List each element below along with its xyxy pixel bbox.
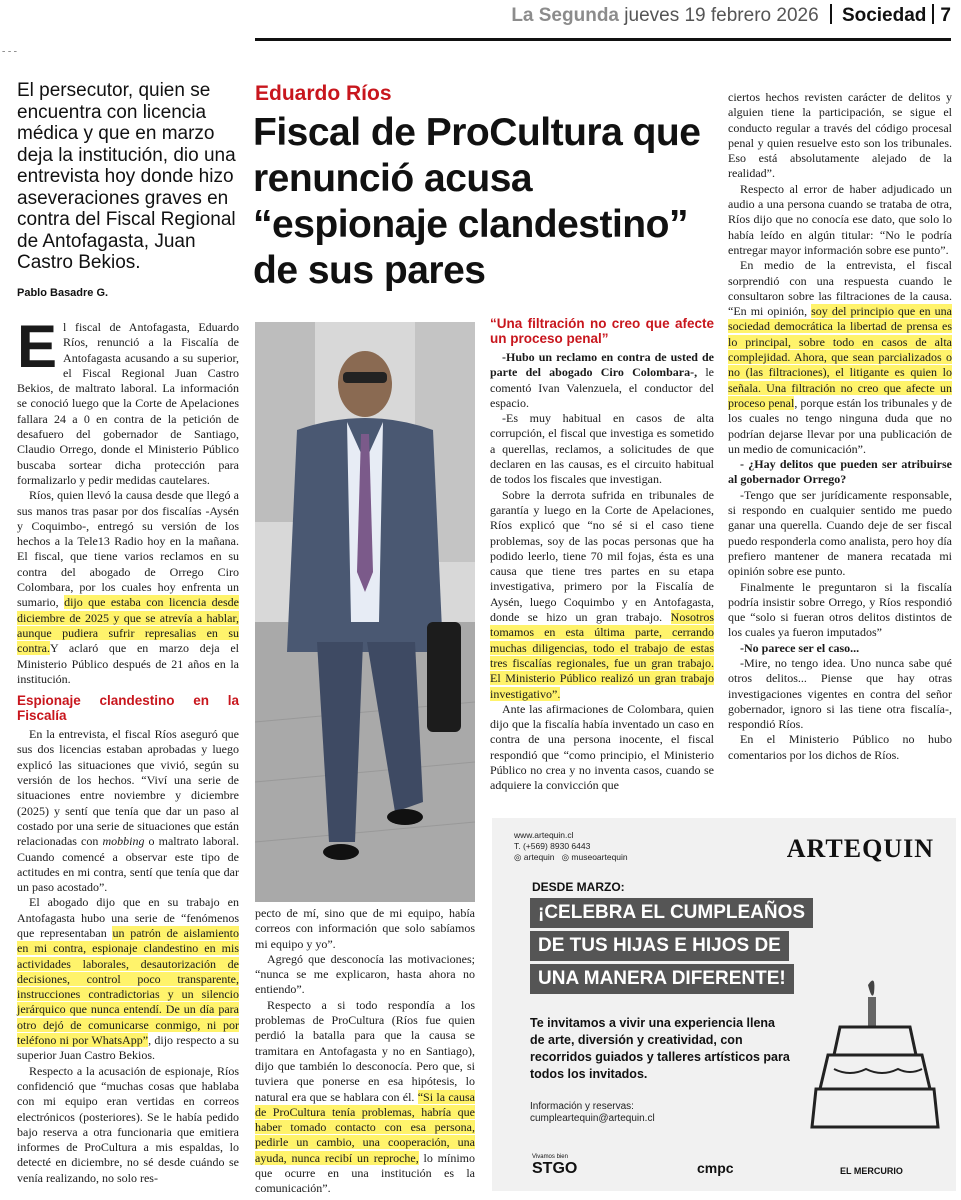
headline: Fiscal de ProCultura que renunció acusa “espionaje clandestino” de sus pares bbox=[253, 111, 701, 292]
ad-email[interactable]: cumpleartequin@artequin.cl bbox=[530, 1113, 655, 1124]
header-divider bbox=[932, 4, 934, 24]
highlighted-text: soy del principio que en una sociedad democrática la libertad de prensa es lo principal, sobre todo en casos de alta complejidad. Ahora, que sean parcializados o no (las filtraciones), el litigante es quien lo señala. Una filtración no creo que afecte un proceso penal bbox=[728, 304, 952, 410]
paragraph-text: l fiscal de Antofagasta, Eduardo Ríos, renunció a la Fiscalía de Antofagasta acusando a su superior, el Fiscal Regional Juan Castro Bekios, de maltrato laboral. La información se conoció luego que la Corte de Apelaciones fallara 24 a 0 en contra de la petición de desafuero del gobernador de Santiago, Claudio Orrego, donde el Ministerio Público buscaba sortear dicha protección para formalizarlo y pedir medidas cautelares. bbox=[17, 320, 239, 487]
article-photo bbox=[255, 322, 475, 902]
article-paragraph: pecto de mí, sino que de mi equipo, había correos con información que solo sabíamos mi equipo y yo”. bbox=[255, 906, 475, 951]
article-paragraph: -Tengo que ser jurídicamente responsable, si respondo en cualquier sentido me puedo ganar una querella. Cuando deje de ser fiscal puedo responderla como analista, pero hoy día prefiero mantener de manera recatada mi opinión sobre ese punto. bbox=[728, 487, 952, 579]
page-header bbox=[0, 0, 961, 36]
paragraph-text: lo mínimo que ocurre en una institución es la comunicación”. bbox=[255, 1150, 475, 1196]
ad-logo: ARTEQUIN bbox=[786, 834, 934, 863]
ad-headline-line: ¡CELEBRA EL CUMPLEAÑOS bbox=[530, 898, 813, 928]
article-paragraph bbox=[255, 998, 475, 1197]
article-paragraph: Respecto al error de haber adjudicado un audio a una persona cuando se trataba de otra, Ríos dijo que no conocía ese dato, que solo lo había leído en algún titular: “No le podría entregar mayor información sobre ese punto”. bbox=[728, 181, 952, 257]
article-column-2 bbox=[255, 906, 475, 1197]
paragraph-text: Y aclaró que en marzo deja el Ministerio Público después de 21 años en la institución. bbox=[17, 641, 239, 686]
ad-social-handle: museoartequin bbox=[571, 852, 628, 862]
publication-date: jueves 19 febrero 2026 bbox=[624, 5, 819, 26]
article-paragraph: Agregó que desconocía las motivaciones; “nunca se me explicaron, hasta ahora no entiendo”. bbox=[255, 951, 475, 997]
ad-headline-line: DE TUS HIJAS E HIJOS DE bbox=[530, 931, 789, 961]
paragraph-text: , dijo respecto a su superior Juan Castro Bekios. bbox=[17, 1033, 239, 1063]
kicker: Eduardo Ríos bbox=[255, 82, 392, 105]
ad-website[interactable]: www.artequin.cl bbox=[514, 830, 574, 840]
section-name: Sociedad bbox=[841, 5, 927, 26]
article-paragraph bbox=[490, 488, 714, 702]
ad-info bbox=[530, 1101, 655, 1125]
ad-body: Te invitamos a vivir una experiencia llena de arte, diversión y creatividad, con recorridos guiados y talleres artísticos para todos los invitados. bbox=[530, 1016, 790, 1081]
article-paragraph bbox=[17, 895, 239, 1063]
question-text: -Hubo un reclamo en contra de usted de parte del abogado Ciro Colombara-, bbox=[490, 350, 714, 380]
paragraph-text: , porque están los tribunales y de los cuales no tengo ninguna duda que no podrían dejarse llevar por una publicación de un medio de comunicación”. bbox=[728, 395, 952, 456]
paragraph-text: Ríos, quien llevó la causa desde que llegó a sus manos tras pasar por dos fiscalías -Aysén y Coquimbo-, entregó su versión de los hechos a la Tele13 Radio hoy en la mañana. El fiscal, que tiene varios reclamos en su contra del abogado de Orrego Ciro Colombara, por los cuales hoy enfrenta un sumario, bbox=[17, 488, 239, 610]
paragraph-text: Respecto a si todo respondía a los problemas de ProCultura (Ríos fue quien perdió la batalla para que la causa se tramitara en Antofagasta y no en Santiago), dijo que también lo desconocía. Pero que, si tuviera que ponerse en esa hipótesis, lo natural era que se hablara con él. bbox=[255, 997, 475, 1104]
paragraph-text: le comentó Ivan Valenzuela, el conductor del espacio. bbox=[490, 365, 714, 410]
article-paragraph: Finalmente le preguntaron si la fiscalía podría insistir sobre Orrego, y Ríos respondió que “solo si fueran otros delitos distintos de los cuales ya fueron imputados” bbox=[728, 579, 952, 640]
margin-dashes: - - - bbox=[2, 46, 17, 57]
article-paragraph: Ante las afirmaciones de Colombara, quien dijo que la fiscalía había inventado un caso en contra de una persona inocente, el fiscal respondió que “como principio, el Ministerio Público no crea y no inventa casos, cuando se adquiere la convicción que bbox=[490, 701, 714, 793]
paragraph-text: o maltrato laboral. Cuando comencé a observar este tipo de actitudes en mi contra, sentí que tenía que dar un paso acostado”. bbox=[17, 834, 239, 895]
photo-illustration bbox=[255, 322, 475, 902]
highlighted-text: un patrón de aislamiento en mi contra, espionaje clandestino en mis actividades laborales, desautorización de decisiones, control poco transparente, instrucciones contradictorias y un silencio jerárquico que nunca entendí. De un día para otro dejó de comunicarse conmigo, ni por teléfono ni por WhatsApp” bbox=[17, 925, 239, 1048]
sponsor-cmpc: cmpc bbox=[697, 1160, 734, 1176]
article-paragraph bbox=[17, 488, 239, 687]
drop-cap: E bbox=[17, 313, 58, 380]
sponsor-name: STGO bbox=[532, 1160, 578, 1177]
header-text bbox=[511, 4, 951, 27]
article-column-4 bbox=[728, 90, 952, 763]
ad-info-label: Información y reservas: bbox=[530, 1101, 634, 1112]
highlighted-text: Nosotros tomamos en esta última parte, cerrando muchas diligencias, todo el trabajo de estas tres fiscalías regionales, fue un gran trabajo. El Ministerio Público realizó un gran trabajo investigativo”. bbox=[490, 610, 714, 701]
emphasis-text: mobbing bbox=[102, 834, 145, 849]
article-paragraph: -Es muy habitual en casos de alta corrupción, el fiscal que investiga es sometido a querellas, reclamos, a solicitudes de que declaren en las causas, es el circuito habitual de todos los fiscales que investigan. bbox=[490, 411, 714, 487]
interview-question: - ¿Hay delitos que pueden ser atribuirse al gobernador Orrego? bbox=[728, 457, 952, 487]
paragraph-text: Sobre la derrota sufrida en tribunales de garantía y luego en la Corte de Apelaciones, Ríos explicó que “no sé si el caso tiene problemas, soy de las pocas personas que ha podido leerlo, tiene 70 mil fojas, ésta es una causa que tiene tres partes en su etapa investigativa, primero por la Fiscalía de Aysén, luego Coquimbo y en Antofagasta, donde se hizo un gran trabajo. bbox=[490, 487, 714, 625]
sponsor-mercurio: EL MERCURIO bbox=[840, 1166, 903, 1176]
paragraph-text: En la entrevista, el fiscal Ríos aseguró que sus dos licencias estaban aprobadas y luego explicó las situaciones que vivió, según su versión de los hechos. “Viví una serie de situaciones entre noviembre y diciembre (2025) y sentí que tenía que dar un paso al costado por una serie de situaciones que están relacionadas con bbox=[17, 727, 239, 849]
highlighted-text: “Si la causa de ProCultura tenía problemas, habría que haber tomado contacto con esa persona, pedirle un cambio, una cooperación, una ayuda, nunca recibí un reproche, bbox=[255, 1089, 475, 1165]
lead-paragraph: El persecutor, quien se encuentra con licencia médica y que en marzo deja la institución, dio una entrevista hoy donde hizo aseveraciones graves en contra del Fiscal Regional de Antofagasta, Juan Castro Bekios. bbox=[17, 80, 236, 273]
ad-social-handle: artequin bbox=[523, 852, 555, 862]
ad-headline-line: UNA MANERA DIFERENTE! bbox=[530, 964, 794, 994]
article-paragraph: ciertos hechos revisten carácter de delitos y alguien tiene la participación, se sigue el conducto regular a través del código procesal penal y quien resuelve esto son los tribunales. Eso está absolutamente alejado de la realidad”. bbox=[728, 90, 952, 181]
article-paragraph: -Mire, no tengo idea. Uno nunca sabe qué otros delitos... Piense que hay otras investigaciones vigentes en contra del señor gobernador, ignoro si las tiene otra fiscalía-, respondió Ríos. bbox=[728, 655, 952, 732]
subheading: Espionaje clandestino en la Fiscalía bbox=[17, 693, 239, 724]
subheading: “Una filtración no creo que afecte un proceso penal” bbox=[490, 316, 714, 346]
ad-social bbox=[514, 852, 628, 863]
advertisement bbox=[492, 818, 956, 1191]
page-number: 7 bbox=[940, 5, 951, 26]
article-paragraph: Respecto a la acusación de espionaje, Ríos confidenció que “muchas cosas que hablaba con mi equipo eran vertidas en correos electrónicos (posteriores). Se le había pedido bajo reserva a otra funcionaria que emitiera informes de ProCultura a mis espaldas, lo detecté en diciembre, no sé desde cuándo se venía realizando, no solo res- bbox=[17, 1063, 239, 1185]
cake-icon bbox=[810, 973, 940, 1133]
interview-question: -No parece ser el caso... bbox=[740, 640, 860, 655]
highlighted-text: dijo que estaba con licencia desde diciembre de 2025 y que se atrevía a hablar, aunque pudiera sufrir represalias en su contra. bbox=[17, 595, 239, 656]
ad-contact bbox=[514, 830, 628, 863]
article-paragraph bbox=[728, 258, 952, 457]
paragraph-text: El abogado dijo que en su trabajo en Antofagasta hubo una serie de “fenómenos que representaban bbox=[17, 895, 239, 940]
header-rule bbox=[255, 38, 951, 41]
ad-since: DESDE MARZO: bbox=[532, 880, 625, 894]
sponsor-tagline: Vivamos bien bbox=[532, 1154, 568, 1160]
header-divider bbox=[830, 4, 832, 24]
ad-phone: T. (+569) 8930 6443 bbox=[514, 841, 591, 851]
sponsor-stgo bbox=[532, 1154, 577, 1178]
article-paragraph bbox=[490, 350, 714, 411]
paragraph-text: En medio de la entrevista, el fiscal sorprendió con una respuesta cuando le consultaron sobre las filtraciones de la causa. “En mi opinión, bbox=[728, 258, 952, 319]
instagram-icon: ◎ bbox=[514, 852, 522, 862]
article-paragraph bbox=[17, 313, 239, 488]
byline: Pablo Basadre G. bbox=[17, 287, 109, 299]
article-column-1 bbox=[17, 313, 239, 1186]
article-paragraph bbox=[17, 727, 239, 895]
publication-name: La Segunda bbox=[511, 5, 619, 26]
article-paragraph: En el Ministerio Público no hubo comentarios por los dichos de Ríos. bbox=[728, 732, 952, 762]
article-column-3 bbox=[490, 316, 714, 794]
instagram-icon: ◎ bbox=[561, 852, 570, 862]
